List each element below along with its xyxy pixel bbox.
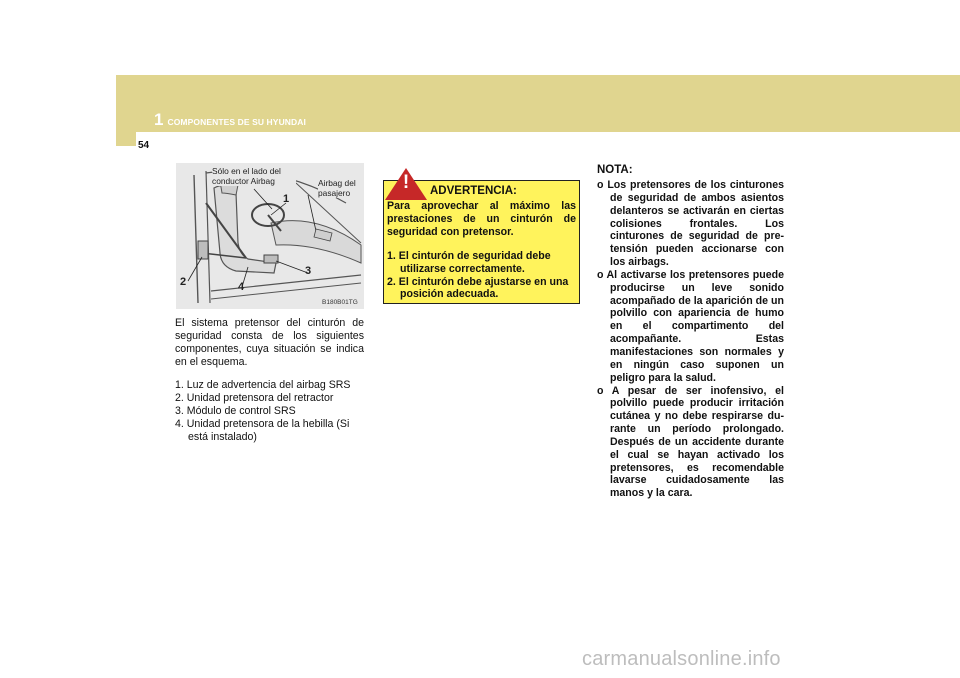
chapter-heading	[154, 110, 306, 128]
note-title: NOTA:	[597, 164, 633, 176]
exclamation-icon: !	[402, 172, 410, 193]
passenger-airbag-label: Airbag del pasajero	[318, 179, 362, 198]
list-item: o A pesar de ser inofensivo, el polvillo puede producir irritación cutánea y no debe respirarse du-rante un período prolongado. Después de un accidente durante el cual se hayan activado los pretensores, es recomendable lavarse cuidadosamente las manos y la cara.	[597, 384, 784, 500]
component-list	[175, 379, 364, 444]
note-list	[597, 179, 784, 500]
page-number: 54	[138, 140, 150, 151]
warning-title: ADVERTENCIA:	[430, 185, 517, 197]
warning-list	[387, 250, 576, 301]
figure-code: B180B01TG	[322, 299, 358, 306]
list-item: o Los pretensores de los cinturones de seguridad de ambos asientos delanteros se activarán en ciertas colisiones frontales. Los cinturones de seguridad de pre-tensión pueden accionarse con los airbags.	[597, 179, 784, 269]
list-item: o Al activarse los pretensores puede producirse un leve sonido acompañado de la aparición de un polvillo con apariencia de humo en el compartimento del acompañante. Estas manifestaciones son normales y en ningún caso suponen un peligro para la salud.	[597, 268, 784, 384]
driver-airbag-label: Sólo en el lado del conductor Airbag	[212, 167, 296, 186]
list-item: 3. Módulo de control SRS	[175, 404, 296, 417]
chapter-number: 1	[154, 110, 164, 129]
list-item: 1. El cinturón de seguridad debe utilizarse correctamente.	[387, 250, 551, 275]
list-item: 4. Unidad pretensora de la hebilla (Si está instalado)	[175, 417, 350, 443]
watermark: carmanualsonline.info	[582, 648, 781, 670]
callout-3: 3	[305, 265, 312, 277]
callout-4: 4	[238, 281, 245, 293]
warning-text: Para aprovechar al máximo las prestaciones de un cinturón de seguridad con pretensor.	[387, 200, 576, 238]
list-item: 2. El cinturón debe ajustarse en una posición adecuada.	[387, 275, 569, 301]
chapter-title: COMPONENTES DE SU HYUNDAI	[167, 117, 306, 127]
intro-paragraph: El sistema pretensor del cinturón de seguridad consta de los siguientes componentes, cuya situación se indica en el esquema.	[175, 317, 364, 368]
list-item: 2. Unidad pretensora del retractor	[175, 391, 334, 404]
list-item: 1. Luz de advertencia del airbag SRS	[175, 379, 351, 391]
header-tab	[116, 132, 136, 146]
seatbelt-pretensioner-diagram	[176, 163, 364, 309]
callout-1: 1	[283, 193, 290, 205]
callout-2: 2	[180, 276, 187, 288]
